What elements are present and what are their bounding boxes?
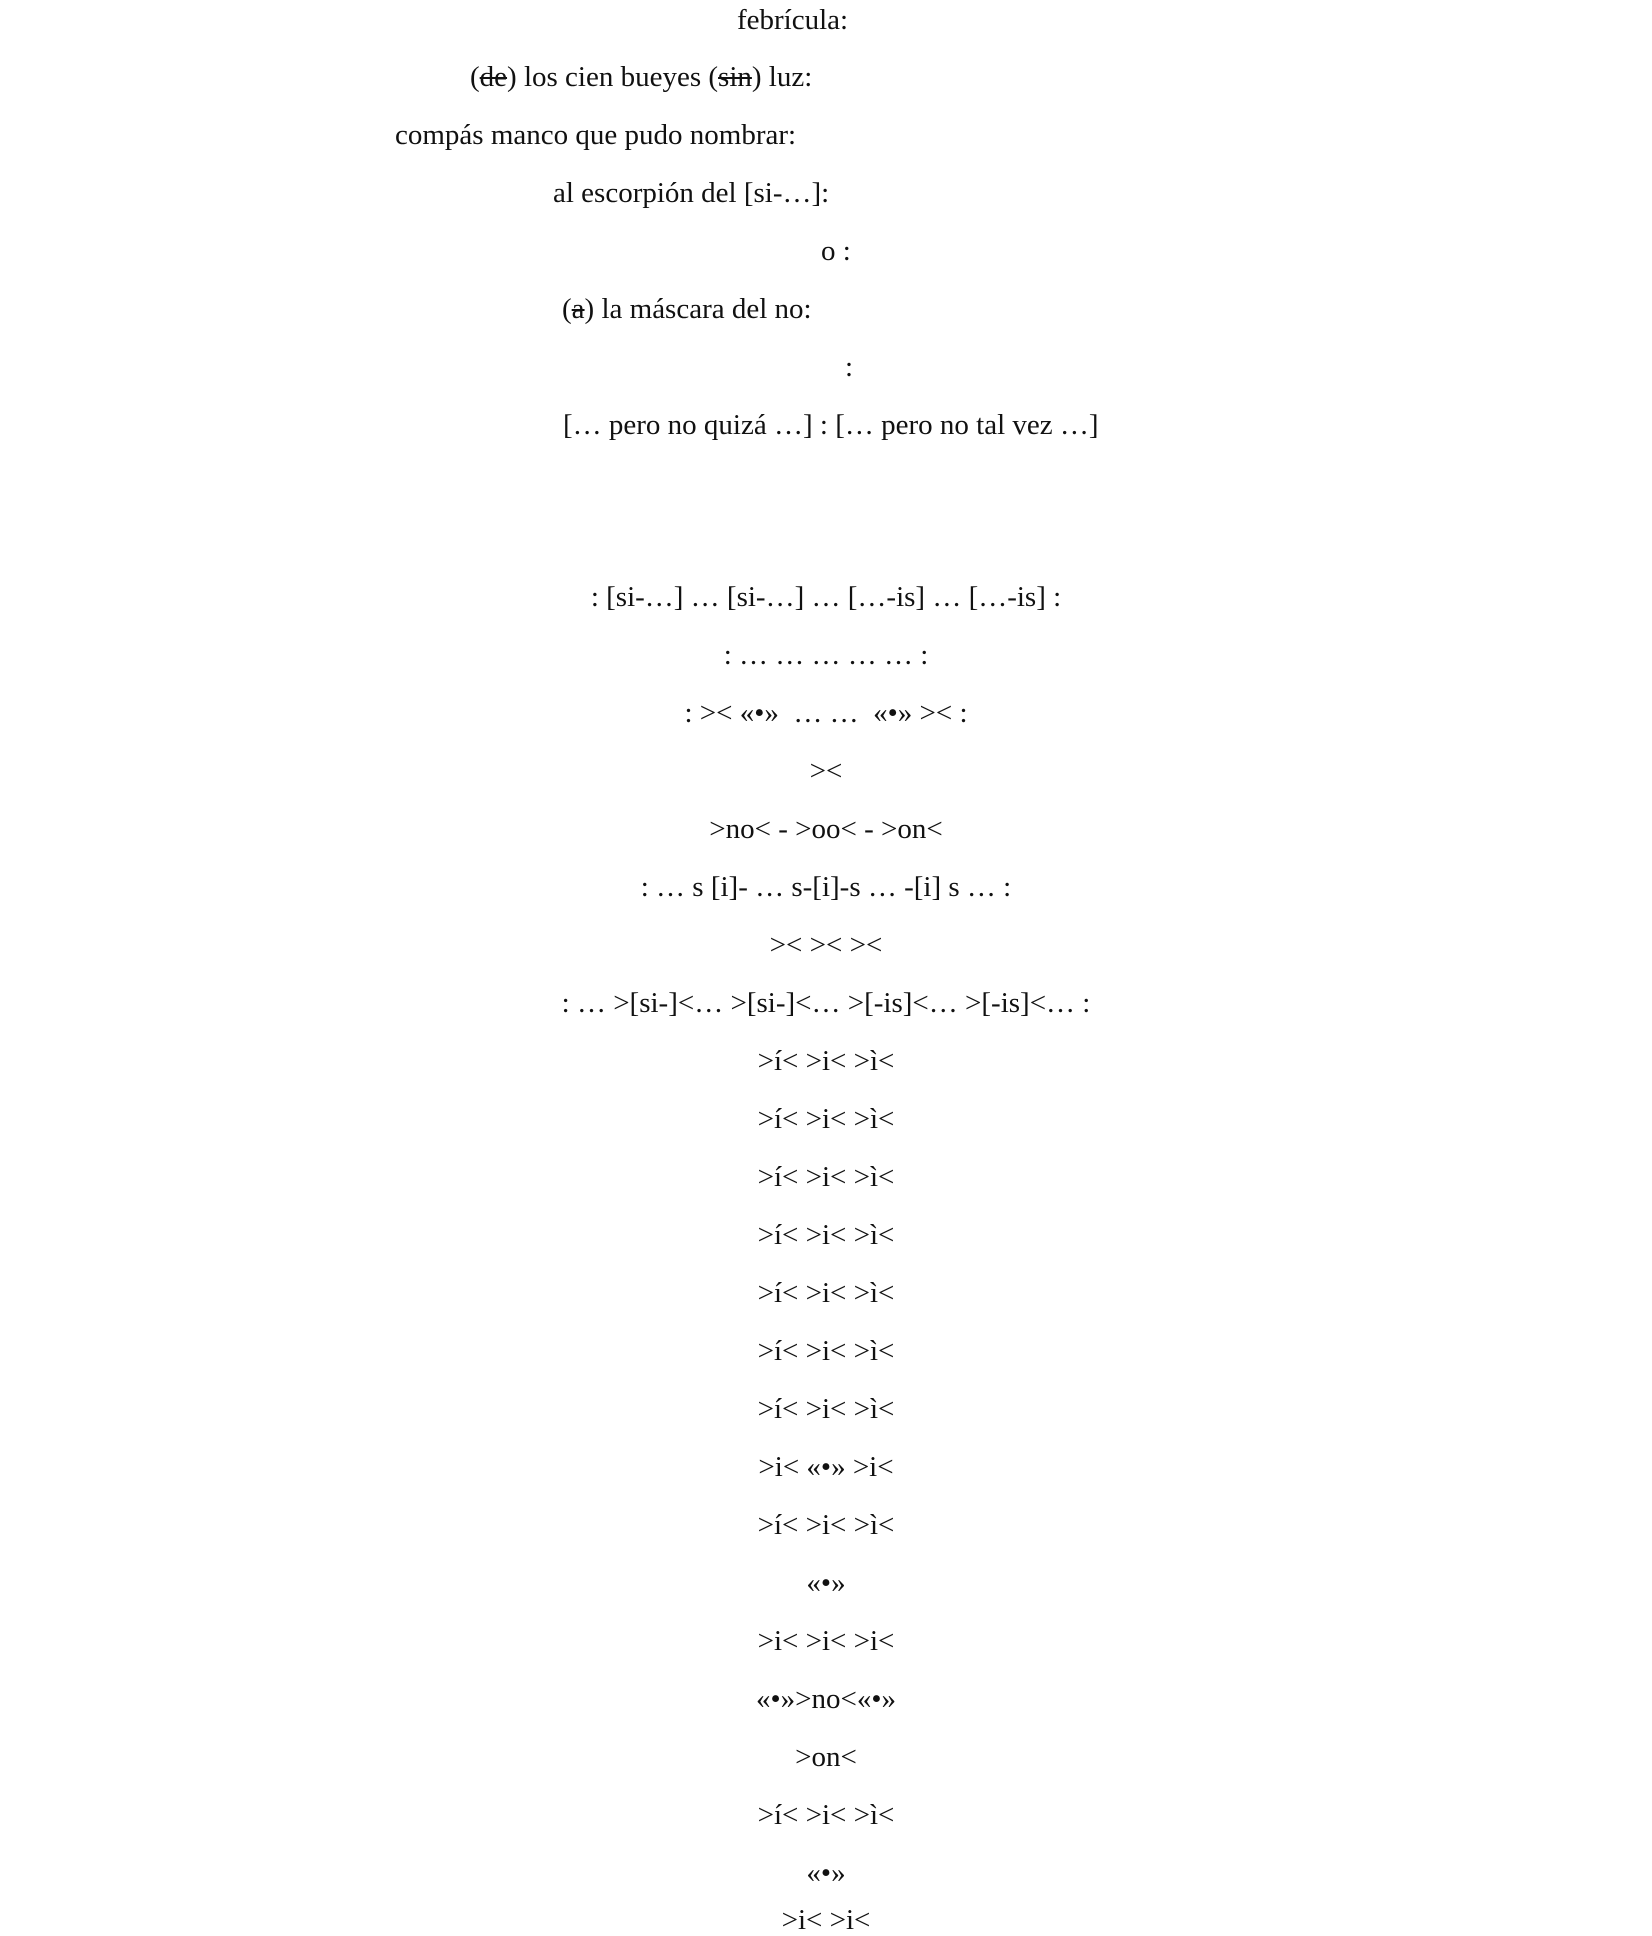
verse-line-2-open: ( bbox=[470, 61, 480, 93]
verse-line-5: o : bbox=[821, 235, 851, 267]
struck-word-de: de bbox=[479, 61, 508, 93]
figure-line-9: >í< >i< >ì< bbox=[757, 1045, 895, 1077]
figure-line-5: >no< - >oo< - >on< bbox=[709, 813, 943, 845]
figure-line-22: >í< >i< >ì< bbox=[757, 1799, 895, 1831]
verse-line-4: al escorpión del [si-…]: bbox=[553, 177, 830, 209]
verse-line-3: compás manco que pudo nombrar: bbox=[395, 119, 797, 151]
struck-word-sin: sin bbox=[718, 61, 752, 93]
verse-line-1: febrícula: bbox=[737, 4, 849, 36]
verse-line-2 bbox=[470, 63, 812, 92]
figure-line-16: >i< «•» >i< bbox=[758, 1451, 894, 1483]
verse-line-6-rest: ) la máscara del no: bbox=[584, 293, 812, 325]
figure-line-15: >í< >i< >ì< bbox=[757, 1393, 895, 1425]
verse-line-6-open: ( bbox=[562, 293, 572, 325]
figure-line-3: : >< «•» … … «•» >< : bbox=[684, 697, 968, 729]
figure-line-24: >i< >i< bbox=[781, 1904, 871, 1936]
figure-line-7: >< >< >< bbox=[769, 929, 883, 961]
figure-line-6: : … s [i]- … s-[i]-s … -[i] s … : bbox=[640, 871, 1012, 903]
figure-line-10: >í< >i< >ì< bbox=[757, 1103, 895, 1135]
verse-line-8: [… pero no quizá …] : [… pero no tal vez …] bbox=[563, 409, 1099, 441]
verse-line-2-mid: ) los cien bueyes ( bbox=[507, 61, 719, 93]
figure-line-19: >i< >i< >i< bbox=[757, 1625, 895, 1657]
figure-line-11: >í< >i< >ì< bbox=[757, 1161, 895, 1193]
figure-line-21: >on< bbox=[795, 1741, 857, 1773]
verse-line-7: : bbox=[845, 351, 854, 383]
struck-letter-a: a bbox=[571, 293, 585, 325]
figure-line-20: «•»>no<«•» bbox=[755, 1683, 896, 1715]
verse-line-6 bbox=[562, 295, 812, 324]
figure-line-4: >< bbox=[809, 755, 843, 787]
figure-line-23: «•» bbox=[806, 1857, 846, 1889]
figure-line-13: >í< >i< >ì< bbox=[757, 1277, 895, 1309]
figure-line-17: >í< >i< >ì< bbox=[757, 1509, 895, 1541]
figure-line-14: >í< >i< >ì< bbox=[757, 1335, 895, 1367]
figure-line-18: «•» bbox=[806, 1567, 846, 1599]
figure-line-12: >í< >i< >ì< bbox=[757, 1219, 895, 1251]
figure-line-2: : … … … … … : bbox=[723, 639, 929, 671]
figure-line-1: : [si-…] … [si-…] … […-is] … […-is] : bbox=[590, 581, 1062, 613]
figure-line-8: : … >[si-]<… >[si-]<… >[-is]<… >[-is]<… : bbox=[561, 987, 1091, 1019]
verse-line-2-close: ) luz: bbox=[751, 61, 813, 93]
